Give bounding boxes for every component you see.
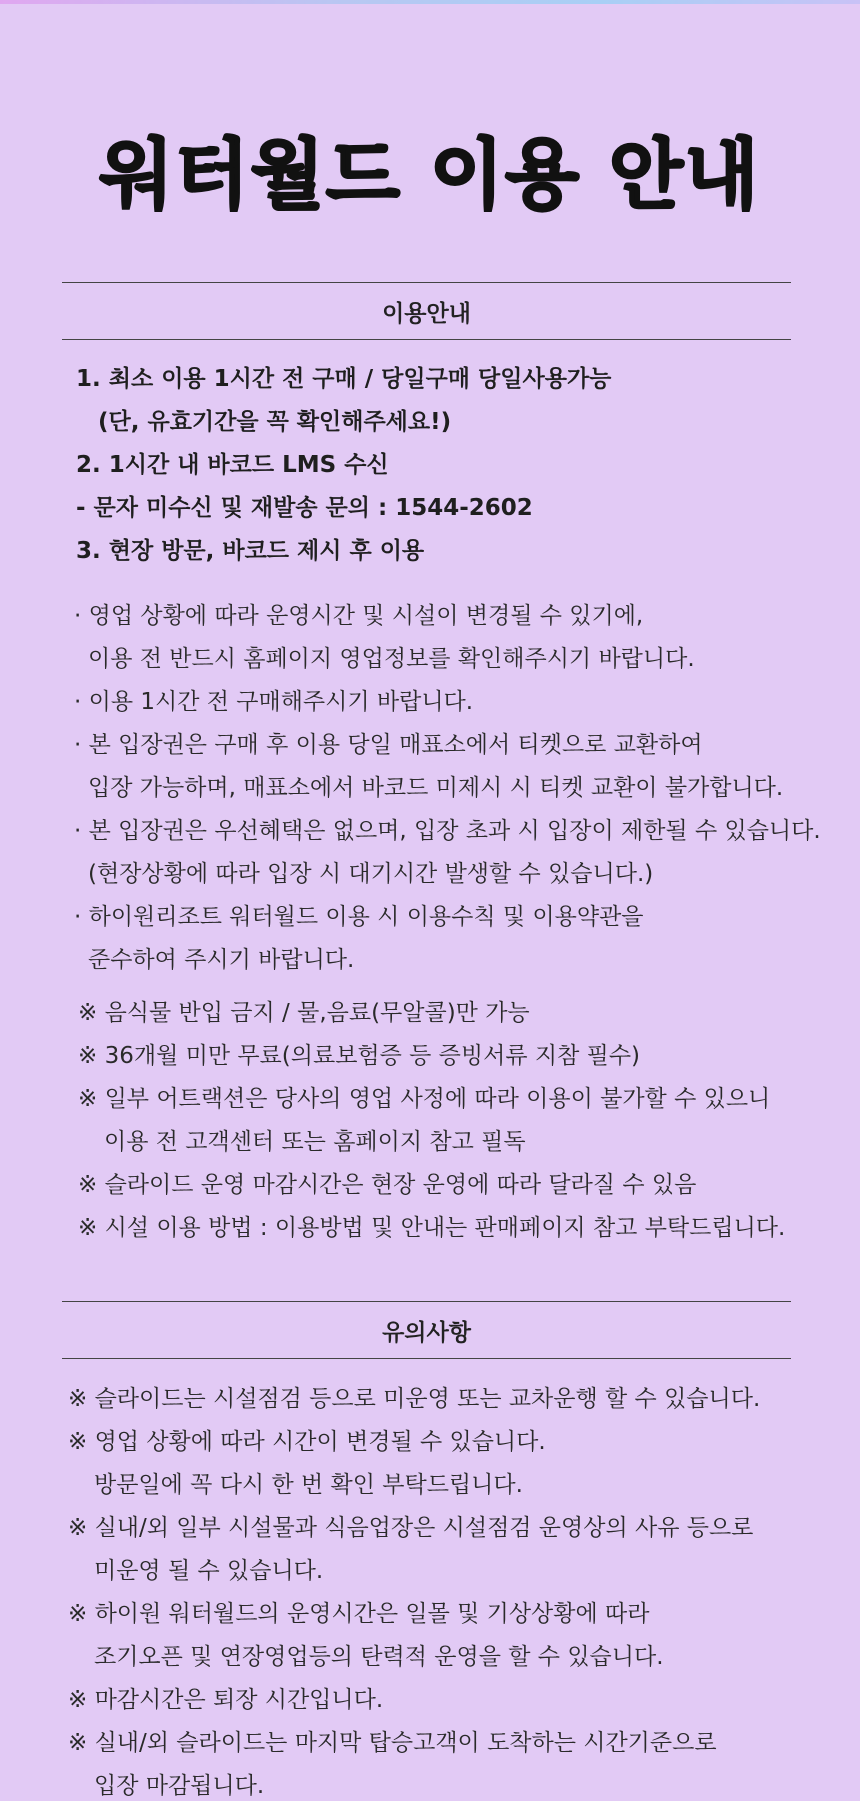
remark-line: ※ 시설 이용 방법 : 이용방법 및 안내는 판매페이지 참고 부탁드립니다. xyxy=(78,1215,786,1241)
notice-line: 준수하여 주시기 바랍니다. xyxy=(88,947,355,973)
caution-line: ※ 실내/외 일부 시설물과 식음업장은 시설점검 운영상의 사유 등으로 xyxy=(68,1515,754,1541)
remark-line: ※ 음식물 반입 금지 / 물,음료(무알콜)만 가능 xyxy=(78,1000,530,1026)
top-gradient-strip xyxy=(0,0,860,4)
caution-line: 입장 마감됩니다. xyxy=(94,1773,265,1799)
notice-line: · 영업 상황에 따라 운영시간 및 시설이 변경될 수 있기에, xyxy=(74,603,644,629)
caution-line: ※ 영업 상황에 따라 시간이 변경될 수 있습니다. xyxy=(68,1429,546,1455)
notice-line: 입장 가능하며, 매표소에서 바코드 미제시 시 티켓 교환이 불가합니다. xyxy=(88,775,784,801)
notice-line: · 이용 1시간 전 구매해주시기 바랍니다. xyxy=(74,689,474,715)
remark-line: ※ 일부 어트랙션은 당사의 영업 사정에 따라 이용이 불가할 수 있으니 xyxy=(78,1086,771,1112)
notice-line: (현장상황에 따라 입장 시 대기시간 발생할 수 있습니다.) xyxy=(88,861,654,887)
notice-line: · 하이원리조트 워터월드 이용 시 이용수칙 및 이용약관을 xyxy=(74,904,644,930)
notice-line: 이용 전 반드시 홈페이지 영업정보를 확인해주시기 바랍니다. xyxy=(88,646,695,672)
step-line: - 문자 미수신 및 재발송 문의 : 1544-2602 xyxy=(76,495,533,521)
remark-line: ※ 36개월 미만 무료(의료보험증 등 증빙서류 지참 필수) xyxy=(78,1043,641,1069)
notice-line: · 본 입장권은 구매 후 이용 당일 매표소에서 티켓으로 교환하여 xyxy=(74,732,703,758)
step-line: (단, 유효기간을 꼭 확인해주세요!) xyxy=(98,409,452,435)
caution-line: ※ 실내/외 슬라이드는 마지막 탑승고객이 도착하는 시간기준으로 xyxy=(68,1730,717,1756)
page-title: 워터월드 이용 안내 xyxy=(99,130,761,219)
notice-line: · 본 입장권은 우선혜택은 없으며, 입장 초과 시 입장이 제한될 수 있습니다. xyxy=(74,818,821,844)
caution-line: ※ 하이원 워터월드의 운영시간은 일몰 및 기상상황에 따라 xyxy=(68,1601,650,1627)
caution-line: ※ 마감시간은 퇴장 시간입니다. xyxy=(68,1687,384,1713)
remark-line: ※ 슬라이드 운영 마감시간은 현장 운영에 따라 달라질 수 있음 xyxy=(78,1172,697,1198)
caution-line: ※ 슬라이드는 시설점검 등으로 미운영 또는 교차운행 할 수 있습니다. xyxy=(68,1386,761,1412)
step-line: 1. 최소 이용 1시간 전 구매 / 당일구매 당일사용가능 xyxy=(76,366,612,392)
caution-line: 방문일에 꼭 다시 한 번 확인 부탁드립니다. xyxy=(94,1472,523,1498)
section-header-usage: 이용안내 xyxy=(62,282,791,340)
step-line: 3. 현장 방문, 바코드 제시 후 이용 xyxy=(76,538,425,564)
step-line: 2. 1시간 내 바코드 LMS 수신 xyxy=(76,452,389,478)
section-header-caution: 유의사항 xyxy=(62,1301,791,1359)
caution-line: 미운영 될 수 있습니다. xyxy=(94,1558,324,1584)
remark-line: 이용 전 고객센터 또는 홈페이지 참고 필독 xyxy=(104,1129,526,1155)
caution-line: 조기오픈 및 연장영업등의 탄력적 운영을 할 수 있습니다. xyxy=(94,1644,664,1670)
